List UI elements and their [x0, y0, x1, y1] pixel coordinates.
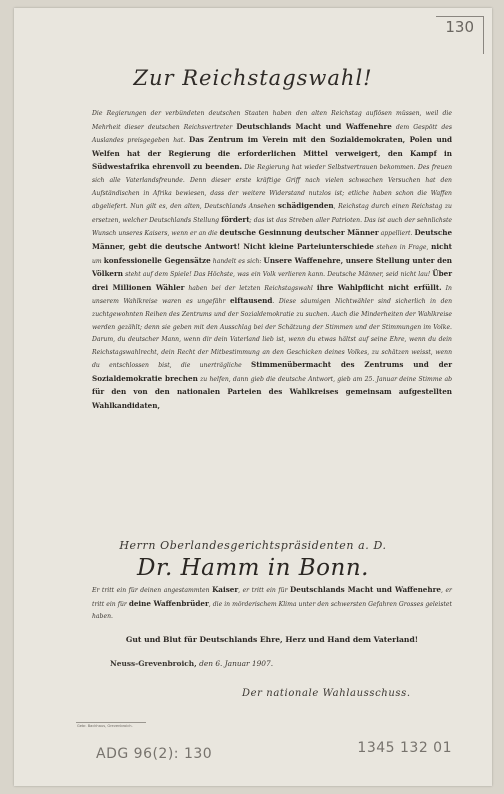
candidate-name: Dr. Hamm in Bonn.	[137, 555, 369, 581]
text-segment: , er tritt ein für	[238, 587, 291, 594]
date: den 6. Januar 1907.	[196, 659, 274, 668]
candidate-title: Herrn Oberlandesgerichtspräsidenten a. D.	[119, 539, 387, 552]
emphasis-text: Deutsche Männer, gebt die deutsche Antwort! Nicht kleine Parteiunterschiede	[92, 228, 453, 251]
headline: Zur Reichstagswahl!	[133, 66, 373, 90]
text-segment: Er tritt ein für deinen angestammten	[92, 587, 213, 594]
text-segment: steht auf dem Spiele! Das Höchste, was ein Volk verlieren kann. Deutsche Männer, seid nicht lau!	[123, 271, 433, 279]
emphasis-text: Das Zentrum im Verein mit den Sozialdemokraten, Polen und Welfen hat der Regierung die erforderlichen Mittel verweigert, den Kampf in Südwestafrika ehrenvoll zu beenden.	[92, 135, 452, 172]
document-sheet	[14, 8, 492, 786]
text-segment: dem Gespött des Auslandes preisgegeben hat.	[92, 123, 452, 145]
emphasis-text: elftausend	[229, 296, 273, 306]
closing-text	[92, 584, 452, 624]
text-segment: um	[92, 257, 104, 265]
emphasis-text: Über drei Millionen Wähler	[92, 269, 452, 292]
emphasis-text: schädigenden	[277, 201, 334, 211]
emphasis-text: Unsere Waffenehre, unsere Stellung unter den Völkern	[92, 255, 452, 279]
slogan: Gut und Blut für Deutschlands Ehre, Herz und Hand dem Vaterland!	[125, 635, 419, 644]
text-segment: Die Regierung hat wieder Selbstvertrauen bekommen. Des freuen sich alle Vaterlandsfreunde. Denn dieser erste kräftige Griff nach vielen schwachen Versuchen hat den Aufständischen in Afrika bewiesen, dass der weitere Widerstand nutzlos ist; etliche haben schon die Waffen abgeliefert. Nun gilt es, den alten, Deutschlands Ansehen	[92, 164, 452, 211]
emphasis-text: deine Waffenbrüder	[128, 598, 209, 608]
place: Neuss-Grevenbroich,	[110, 659, 197, 668]
emphasis-text: deutsche Gesinnung deutscher Männer	[219, 228, 379, 238]
archive-pencil-mark	[436, 16, 484, 17]
emphasis-text: konfessionelle Gegensätze	[103, 255, 211, 265]
emphasis-text: Kaiser	[212, 585, 239, 594]
archive-signature-right: 1345 132 01	[357, 740, 452, 756]
divider	[76, 722, 146, 723]
text-segment: handelt es sich:	[210, 257, 264, 265]
emphasis-text: nicht	[431, 241, 452, 251]
emphasis-text: Stimmenübermacht des Zentrums und der Sozialdemokratie brechen	[92, 360, 452, 383]
archive-pencil-mark	[483, 16, 484, 54]
emphasis-text: ihre Wahlpflicht nicht erfüllt.	[316, 282, 442, 292]
archive-number-top: 130	[445, 18, 474, 36]
text-segment: . Diese säumigen Nichtwähler sind sicherlich in den zuchtgewohnten Reihen des Zentrums und der Sozialdemokratie zu suchen. Auch die Minderheiten der Wahlkreise werden gezählt; denn sie geben mit den Ausschlag bei der Schätzung der Stimmen und der Stimmungen im Volke. Darum, du deutscher Mann, wenn dir dein Vaterland lieb ist, wenn du etwas hältst auf seine Ehre, wenn du dein Reichstagswahlrecht, dein Recht der Mitbestimmung an den Geschicken deines Volkes, zu schätzen weisst, wenn du entschlossen bist, die unerträgliche	[92, 298, 453, 370]
text-segment: ; das ist das Streben aller Patrioten. Das ist auch der sehnlichste Wunsch unseres Kaisers, wenn er an die	[92, 216, 452, 238]
emphasis-text: Deutschlands Macht und Waffenehre	[290, 585, 441, 594]
signature: Der nationale Wahlausschuss.	[242, 688, 411, 699]
emphasis-text: Deutschlands Macht und Waffenehre	[236, 121, 392, 131]
appeal-text	[92, 108, 452, 414]
emphasis-text: fördert	[221, 214, 250, 224]
archive-signature-left: ADG 96(2): 130	[96, 746, 213, 762]
emphasis-text: für den von den nationalen Parteien des Wahlkreises gemeinsam aufgestellten Wahlkandidaten,	[92, 387, 452, 411]
text-segment: haben bei der letzten Reichstagswahl	[184, 284, 317, 292]
text-segment: , die in mörderischem Klima unter den schwersten Gefahren Grosses geleistet haben.	[92, 600, 452, 621]
text-segment: , er tritt ein für	[92, 587, 452, 608]
text-segment: , Reichstag durch einen Reichstag zu ersetzen, welcher Deutschlands Stellung	[92, 203, 452, 224]
text-segment: stehen in Frage,	[373, 243, 432, 251]
text-segment: Die Regierungen der verbündeten deutschen Staaten haben den alten Reichstag auflösen müssen, weil die Mehrheit dieser deutschen Reichsvertreter	[92, 110, 452, 131]
text-segment: appelliert.	[378, 230, 415, 238]
printer-imprint: Gebr. Backhaus, Grevenbroich.	[77, 724, 133, 728]
place-date	[110, 659, 273, 668]
text-segment: In unserem Wahlkreise waren es ungefähr	[92, 284, 452, 306]
text-segment: zu helfen, dann gieb die deutsche Antwort, gieb am 25. Januar deine Stimme ab	[197, 375, 452, 383]
